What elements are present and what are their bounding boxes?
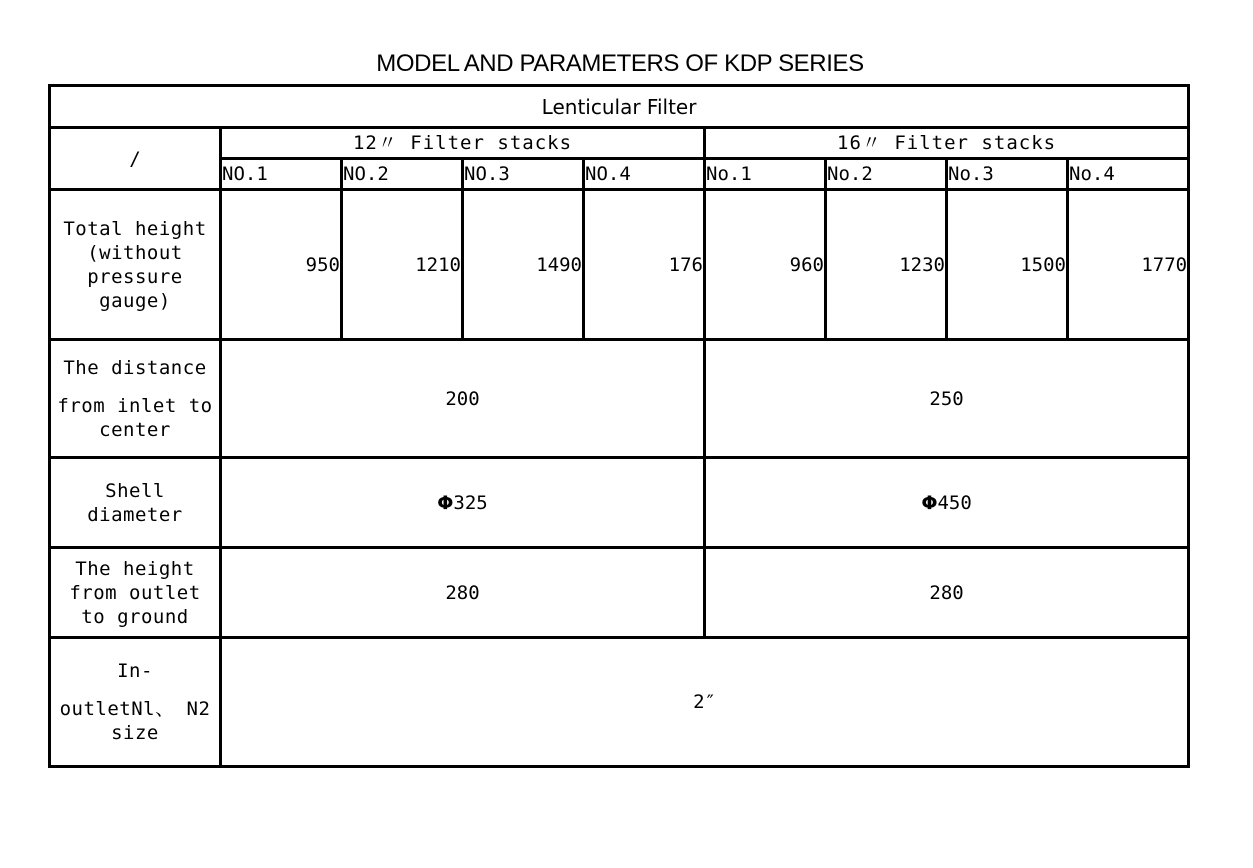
shell-diameter-16 [705, 458, 1189, 548]
inlet-distance-label [50, 340, 221, 458]
shell-diameter-label [50, 458, 221, 548]
shell-diameter-row [50, 458, 1189, 548]
label-line: In- [117, 660, 153, 682]
table-banner: Lenticular Filter [50, 86, 1189, 128]
label-line: (without [87, 241, 183, 264]
label-line: outletNl、 N2 [59, 698, 211, 720]
label-line: The distance [63, 356, 207, 379]
inlet-distance-12: 200 [221, 340, 705, 458]
label-line: from inlet to [57, 394, 213, 417]
outlet-height-label [50, 548, 221, 638]
group-header-16: 16〃 Filter stacks [705, 128, 1189, 159]
outlet-height-16: 280 [705, 548, 1189, 638]
total-height-value: 950 [221, 190, 342, 340]
outlet-height-row [50, 548, 1189, 638]
label-line: pressure [87, 265, 183, 288]
model-header-12-3: NO.3 [463, 159, 584, 190]
inlet-outlet-size-row [50, 638, 1189, 767]
label-line: size [111, 722, 159, 744]
label-spacer [51, 683, 219, 697]
total-height-value: 1770 [1068, 190, 1189, 340]
outlet-height-12: 280 [221, 548, 705, 638]
total-height-value: 1210 [342, 190, 463, 340]
inlet-outlet-size-label [50, 638, 221, 767]
label-line: gauge) [99, 289, 171, 312]
model-header-row [50, 159, 1189, 190]
shell-diameter-value: 325 [453, 491, 488, 514]
total-height-label [50, 190, 221, 340]
model-header-16-1: No.1 [705, 159, 826, 190]
parameters-table [48, 84, 1190, 768]
corner-cell: / [50, 128, 221, 190]
inlet-distance-16: 250 [705, 340, 1189, 458]
inlet-outlet-size-value: 2″ [221, 638, 1189, 767]
model-header-12-2: NO.2 [342, 159, 463, 190]
group-header-12: 12〃 Filter stacks [221, 128, 705, 159]
group-header-row [50, 128, 1189, 159]
diameter-symbol: Φ [437, 491, 454, 514]
total-height-value: 960 [705, 190, 826, 340]
shell-diameter-12 [221, 458, 705, 548]
total-height-value: 1230 [826, 190, 947, 340]
shell-diameter-value: 450 [937, 491, 972, 514]
total-height-row [50, 190, 1189, 340]
label-line: diameter [87, 503, 183, 526]
label-line: The height [75, 557, 195, 580]
label-line: to ground [81, 605, 189, 628]
banner-row [50, 86, 1189, 128]
total-height-value: 176 [584, 190, 705, 340]
label-spacer [51, 380, 219, 394]
model-header-12-4: NO.4 [584, 159, 705, 190]
diameter-symbol: Φ [921, 491, 938, 514]
total-height-value: 1500 [947, 190, 1068, 340]
model-header-16-3: No.3 [947, 159, 1068, 190]
inlet-distance-row [50, 340, 1189, 458]
model-header-16-4: No.4 [1068, 159, 1189, 190]
label-line: center [99, 418, 171, 441]
label-line: Total height [63, 217, 207, 240]
label-line: Shell [105, 479, 165, 502]
document-title: MODEL AND PARAMETERS OF KDP SERIES [376, 50, 864, 77]
model-header-16-2: No.2 [826, 159, 947, 190]
model-header-12-1: NO.1 [221, 159, 342, 190]
label-line: from outlet [69, 581, 201, 604]
total-height-value: 1490 [463, 190, 584, 340]
